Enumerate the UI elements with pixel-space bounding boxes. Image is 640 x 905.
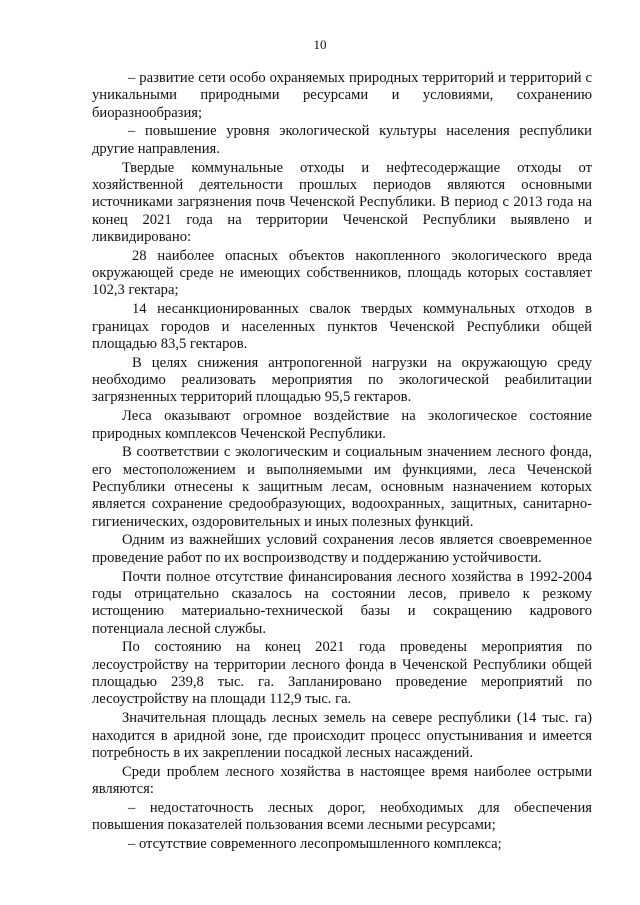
paragraph: Леса оказывают огромное воздействие на экологическое состояние природных комплексов Чеченской Республики. (92, 408, 592, 442)
paragraph: Среди проблем лесного хозяйства в настоящее время наиболее острыми являются: (92, 763, 592, 797)
paragraph: 14 несанкционированных свалок твердых коммунальных отходов в границах городов и населенных пунктов Чеченской Республики общей площадью 83,5 гектаров. (92, 301, 592, 352)
page-number: 10 (313, 37, 327, 52)
paragraph: Твердые коммунальные отходы и нефтесодержащие отходы от хозяйственной деятельности прошлых периодов являются основными источниками загрязнения почв Чеченской Республики. В период с 2013 года на конец 2021 года на территории Чеченской Республики выявлено и ликвидировано: (92, 159, 592, 245)
paragraph: По состоянию на конец 2021 года проведены мероприятия по лесоустройству на территории лесного фонда в Чеченской Республики общей площадью 239,8 тыс. га. Запланировано проведение мероприятий по лесоустройству на площади 112,9 тыс. га. (92, 639, 592, 708)
paragraph: Одним из важнейших условий сохранения лесов является своевременное проведение работ по их воспроизводству и поддержанию устойчивости. (92, 532, 592, 566)
paragraph: 28 наиболее опасных объектов накопленного экологического вреда окружающей среде не имеющих собственников, площадь которых составляет 102,3 гектара; (92, 247, 592, 299)
paragraph: В соответствии с экологическим и социальным значением лесного фонда, его местоположением и выполняемыми им функциями, леса Чеченской Республики отнесены к защитным лесам, основным назначением которых является сохранение средообразующих, водоохранных, защитных, санитарно-гигиенических, оздоровительных и иных полезных функций. (92, 444, 592, 530)
paragraph: – развитие сети особо охраняемых природных территорий и территорий с уникальными природными ресурсами и условиями, сохранению биоразнообразия; (92, 70, 592, 121)
paragraph: – отсутствие современного лесопромышленного комплекса; (128, 836, 502, 853)
paragraph: Почти полное отсутствие финансирования лесного хозяйства в 1992-2004 годы отрицательно сказалось на состоянии лесов, привело к резкому истощению материально-технической базы и сокращению кадрового потенциала лесной службы. (92, 568, 592, 637)
paragraph: В целях снижения антропогенной нагрузки на окружающую среду необходимо реализовать мероприятия по экологической реабилитации загрязненных территорий площадью 95,5 гектаров. (92, 354, 592, 406)
paragraph: – недостаточность лесных дорог, необходимых для обеспечения повышения показателей пользования всеми лесными ресурсами; (92, 799, 592, 834)
paragraph: – повышение уровня экологической культуры населения республики другие направления. (92, 123, 592, 157)
paragraph: Значительная площадь лесных земель на севере республики (14 тыс. га) находится в аридной зоне, где происходит процесс опустынивания и имеется потребность в их закреплении посадкой лесных насаждений. (92, 710, 592, 761)
document-body (92, 70, 592, 855)
